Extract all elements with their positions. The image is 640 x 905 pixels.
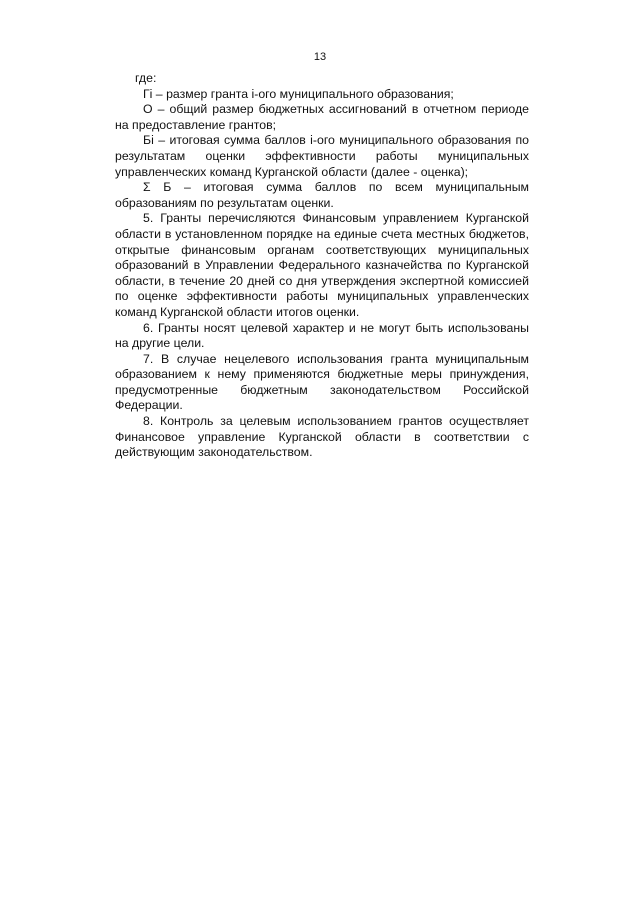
page-number: 13 bbox=[313, 51, 327, 63]
paragraph-where: где: bbox=[135, 71, 157, 85]
document-body bbox=[115, 71, 529, 461]
paragraph-item-5: 5. Гранты перечисляются Финансовым управлением Курганской области в установленном порядке на единые счета местных бюджетов, открытые финансовым органам соответствующих муниципальных образований в Управлении Федерального казначейства по Курганской области, в течение 20 дней со дня утверждения экспертной комиссией по оценке эффективности работы муниципальных управленческих команд Курганской области итогов оценки. bbox=[115, 211, 529, 319]
paragraph-item-7: 7. В случае нецелевого использования гранта муниципальным образованием к нему применяются бюджетные меры принуждения, предусмотренные бюджетным законодательством Российской Федерации. bbox=[115, 351, 529, 413]
paragraph-definition-score: Бi – итоговая сумма баллов i-ого муниципального образования по результатам оценки эффективности работы муниципальных управленческих команд Курганской области (далее - оценка); bbox=[115, 133, 529, 179]
paragraph-item-8: 8. Контроль за целевым использованием грантов осуществляет Финансовое управление Курганской области в соответствии с действующим законодательством. bbox=[115, 414, 529, 460]
paragraph-item-6: 6. Гранты носят целевой характер и не могут быть использованы на другие цели. bbox=[115, 320, 529, 351]
paragraph-definition-sum-score: Σ Б – итоговая сумма баллов по всем муниципальным образованиям по результатам оценки. bbox=[115, 180, 529, 210]
paragraph-definition-total: О – общий размер бюджетных ассигнований в отчетном периоде на предоставление грантов; bbox=[115, 102, 529, 132]
paragraph-definition-grant: Гi – размер гранта i-ого муниципального образования; bbox=[143, 86, 454, 101]
